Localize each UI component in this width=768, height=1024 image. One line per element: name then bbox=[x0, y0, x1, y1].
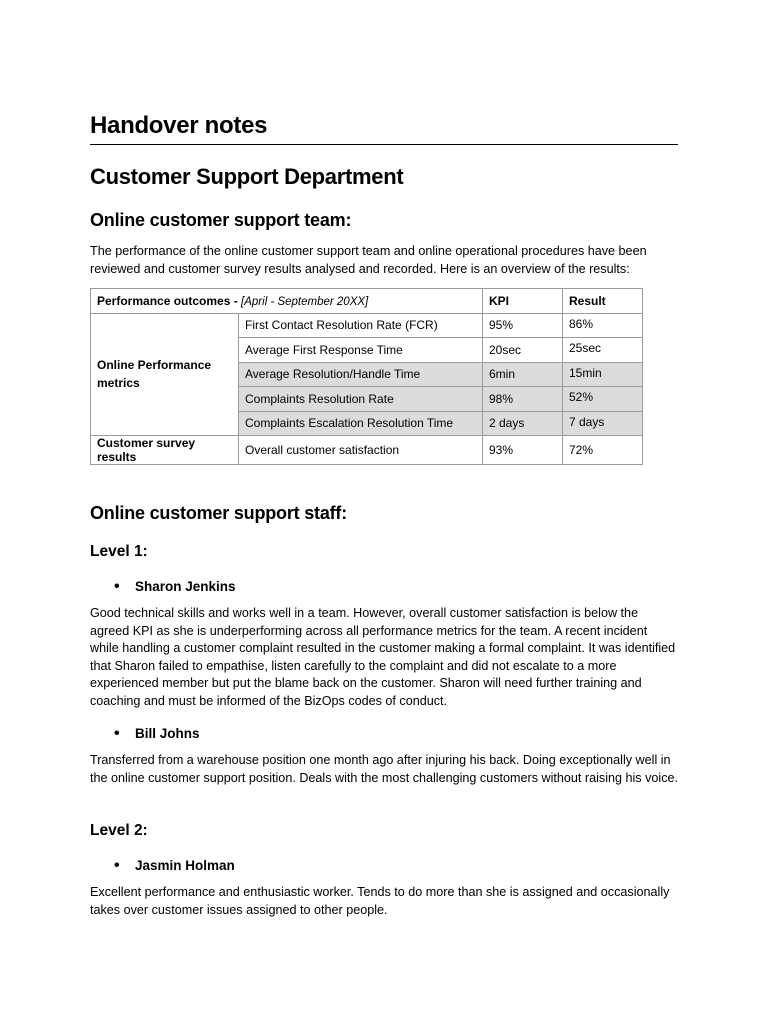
header-outcomes-label: Performance outcomes - bbox=[97, 293, 242, 308]
staff-member-bill bbox=[114, 725, 200, 743]
metric-cell: Average First Response Time bbox=[239, 338, 483, 363]
staff-member-sharon bbox=[114, 578, 236, 596]
level-2-heading: Level 2: bbox=[90, 822, 148, 839]
bullet-icon: • bbox=[114, 725, 120, 742]
performance-table bbox=[90, 288, 643, 465]
staff-name: Bill Johns bbox=[135, 726, 200, 741]
result-cell: 72% bbox=[563, 436, 643, 465]
group-survey-results: Customer survey results bbox=[91, 436, 239, 465]
header-outcomes-cell bbox=[91, 289, 483, 314]
table-row bbox=[91, 313, 643, 338]
metric-cell: Complaints Escalation Resolution Time bbox=[239, 411, 483, 436]
kpi-cell: 93% bbox=[483, 436, 563, 465]
result-cell: 15min bbox=[563, 362, 643, 387]
team-heading: Online customer support team: bbox=[90, 210, 352, 230]
result-cell: 52% bbox=[563, 387, 643, 412]
document-title: Handover notes bbox=[90, 110, 678, 145]
kpi-cell: 6min bbox=[483, 362, 563, 387]
staff-heading: Online customer support staff: bbox=[90, 503, 348, 523]
table-header-row bbox=[91, 289, 643, 314]
metric-cell: Overall customer satisfaction bbox=[239, 436, 483, 465]
header-kpi: KPI bbox=[483, 289, 563, 314]
staff-note-bill: Transferred from a warehouse position one month ago after injuring his back. Doing exceptionally well in the online customer support position. Deals with the most challenging customers without raising his voice. bbox=[90, 753, 679, 785]
metric-cell: Average Resolution/Handle Time bbox=[239, 362, 483, 387]
group-online-metrics: Online Performance metrics bbox=[91, 313, 239, 436]
staff-name: Jasmin Holman bbox=[135, 858, 235, 873]
staff-note-sharon: Good technical skills and works well in a team. However, overall customer satisfaction is below the agreed KPI as she is underperforming across all performance metrics for the team. A recent incident while handling a customer complaint resulted in the customer making a formal complaint. It was identified that Sharon failed to empathise, listen carefully to the complaint and did not escalate to a more experienced member but put the blame back on the customer. Sharon will need further training and coaching and must be informed of the BizOps codes of conduct. bbox=[90, 606, 676, 708]
bullet-icon: • bbox=[114, 578, 120, 595]
metric-cell: First Contact Resolution Rate (FCR) bbox=[239, 313, 483, 338]
table-row bbox=[91, 436, 643, 465]
bullet-icon: • bbox=[114, 857, 120, 874]
result-cell: 86% bbox=[563, 313, 643, 338]
level-1-heading: Level 1: bbox=[90, 543, 148, 560]
staff-member-jasmin bbox=[114, 857, 235, 875]
header-result: Result bbox=[563, 289, 643, 314]
kpi-cell: 98% bbox=[483, 387, 563, 412]
kpi-cell: 2 days bbox=[483, 411, 563, 436]
kpi-cell: 20sec bbox=[483, 338, 563, 363]
department-heading: Customer Support Department bbox=[90, 164, 404, 189]
kpi-cell: 95% bbox=[483, 313, 563, 338]
metric-cell: Complaints Resolution Rate bbox=[239, 387, 483, 412]
staff-name: Sharon Jenkins bbox=[135, 579, 236, 594]
result-cell: 25sec bbox=[563, 338, 643, 363]
staff-note-jasmin: Excellent performance and enthusiastic worker. Tends to do more than she is assigned and occasionally takes over customer issues assigned to other people. bbox=[90, 885, 670, 917]
header-period: [April - September 20XX] bbox=[241, 295, 369, 308]
intro-paragraph: The performance of the online customer support team and online operational procedures have been reviewed and customer survey results analysed and recorded. Here is an overview of the results: bbox=[90, 244, 647, 276]
result-cell: 7 days bbox=[563, 411, 643, 436]
